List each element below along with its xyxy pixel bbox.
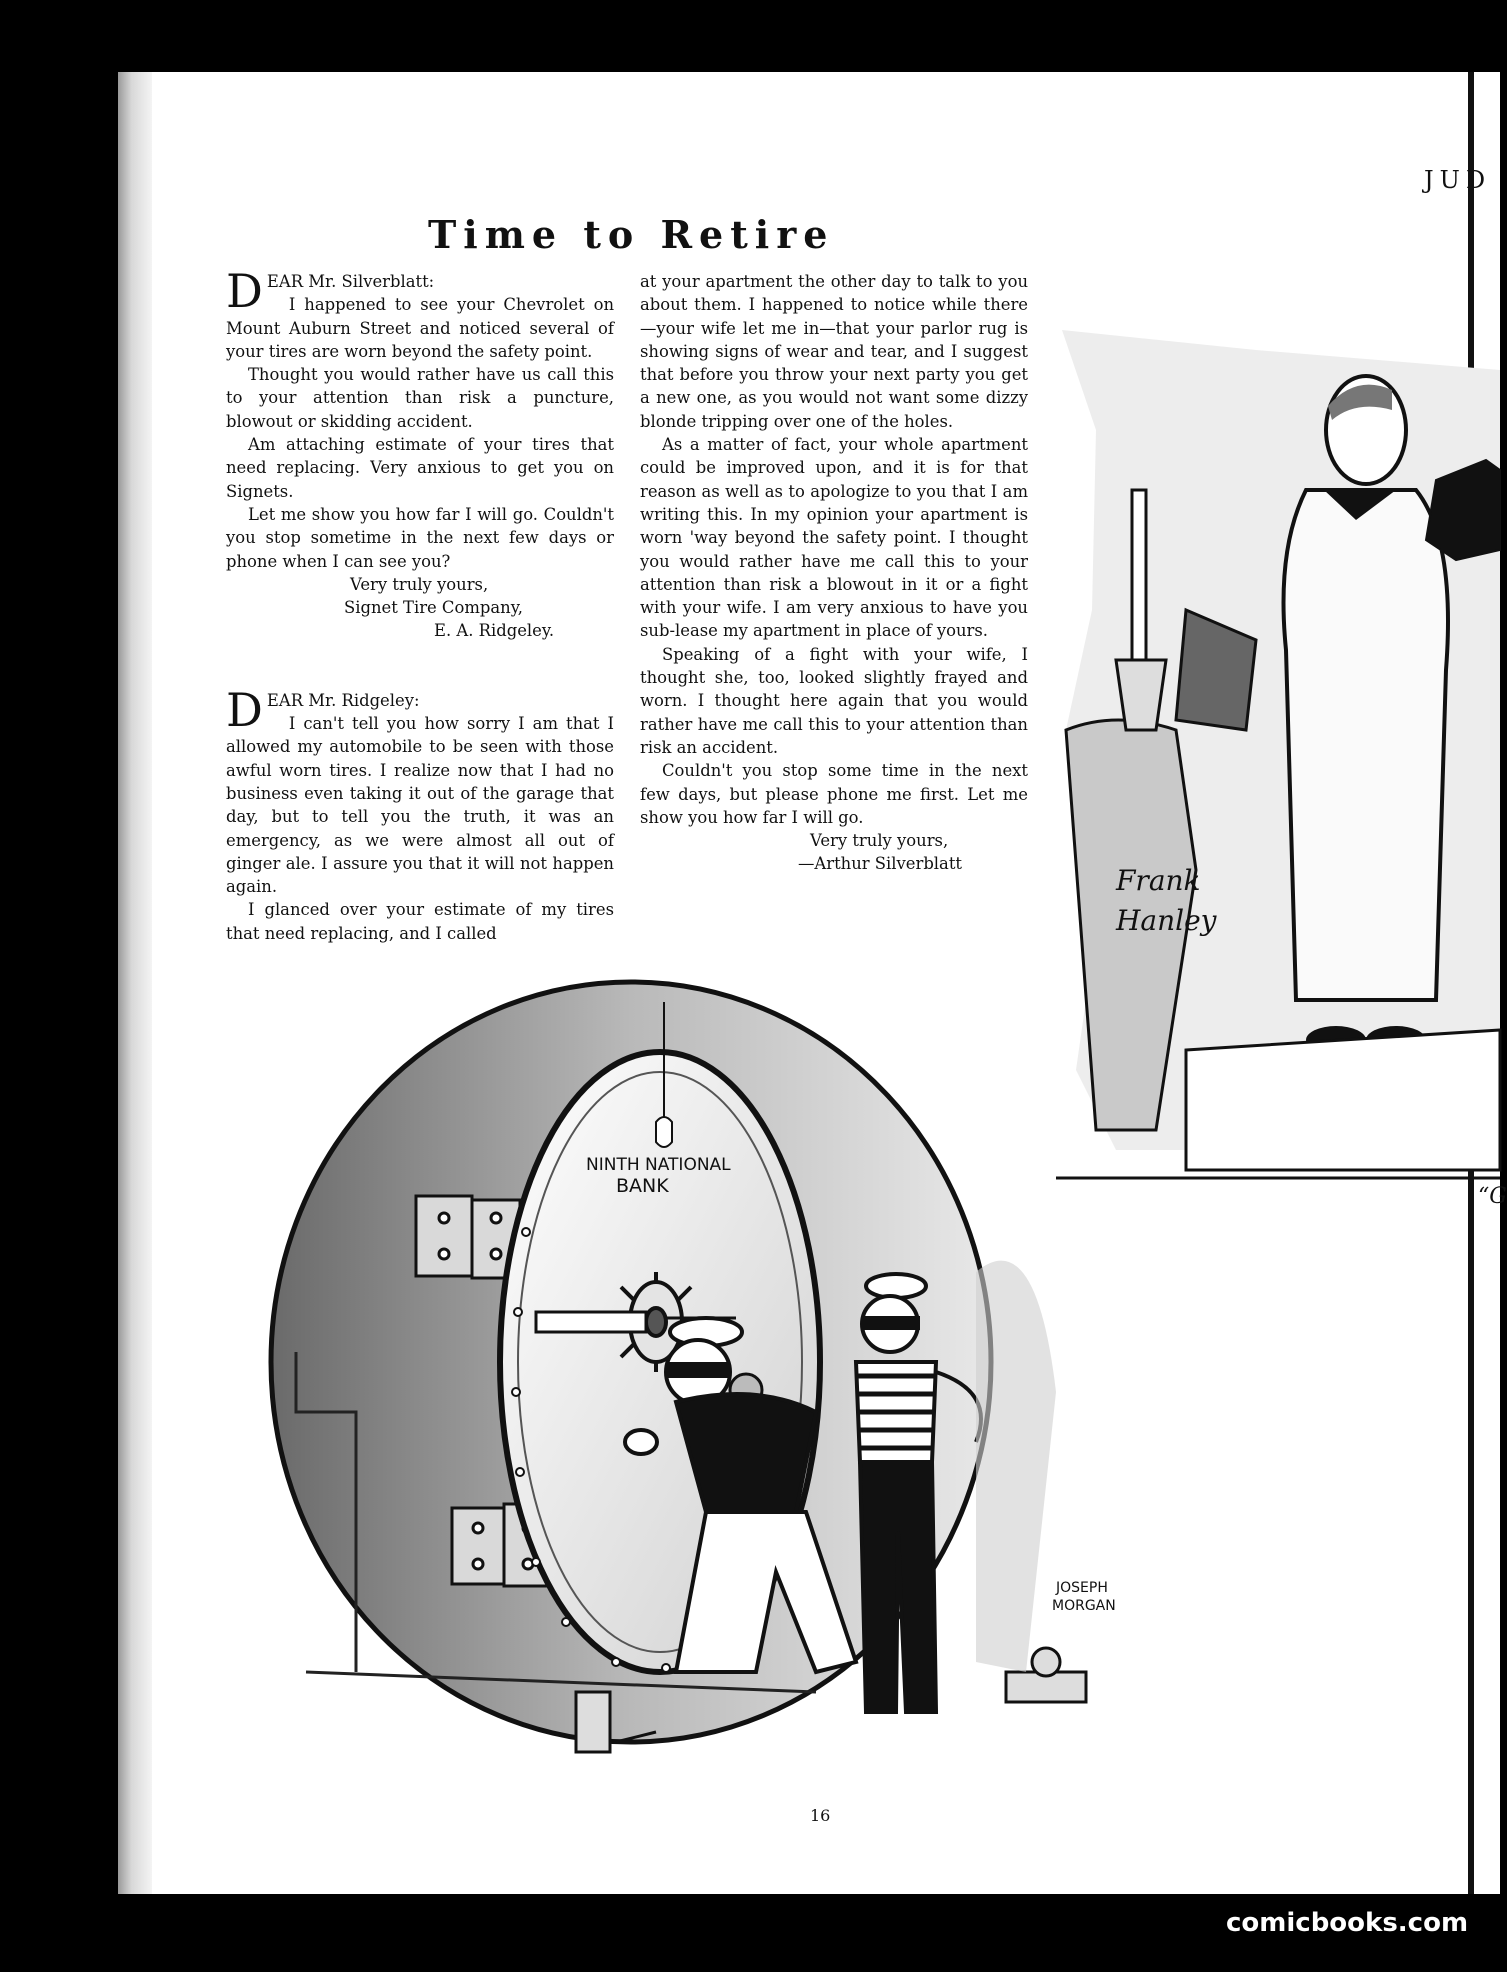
- priest-cartoon: [1056, 310, 1500, 1190]
- artist-signature: JOSEPH: [1056, 1580, 1108, 1596]
- page-edge: [118, 72, 152, 1894]
- text-column-1: [226, 264, 614, 945]
- paragraph: Thought you would rather have us call this to your attention than risk a puncture, blowout or skidding accident.: [226, 365, 614, 431]
- drop-cap: D: [226, 264, 263, 318]
- hinge-upper: [416, 1196, 520, 1278]
- candle: [1132, 490, 1146, 660]
- vault-door-lettering: BANK: [616, 1175, 669, 1197]
- paragraph-continued: at your apartment the other day to talk to you about them. I happened to notice while there—your wife let me in—that your parlor rug is showing signs of wear and tear, and I suggest that before you throw your next party you get a new one, as you would not want some dizzy blonde tripping over one of the holes.: [640, 272, 1028, 431]
- letter2-salutation: DEAR Mr. Ridgeley:: [226, 682, 420, 737]
- paragraph: Couldn't you stop some time in the next few days, but please phone me first. Let me show you how far I will go.: [640, 761, 1028, 827]
- light-bulb-icon: [656, 1117, 672, 1147]
- artist-signature: Frank: [1116, 864, 1201, 897]
- letter1-closing: Very truly yours,: [350, 574, 489, 594]
- running-head: JUD: [1424, 166, 1492, 194]
- letter1-company: Signet Tire Company,: [344, 598, 523, 618]
- paragraph: I can't tell you how sorry I am that I allowed my automobile to be seen with those awful worn tires. I realize now that I had no business even taking it out of the garage that day, but to tell you the truth, it was an emergency, as we were almost all out of ginger ale. I assure you that it will not happen again.: [226, 714, 614, 897]
- letter1-salutation: DEAR Mr. Silverblatt:: [226, 264, 435, 318]
- letter1-signature: E. A. Ridgeley.: [434, 621, 555, 641]
- paragraph: Let me show you how far I will go. Couldn't you stop sometime in the next few days or phone when I can see you?: [226, 504, 614, 571]
- caption-fragment: “G: [1478, 1184, 1507, 1209]
- text-column-2: [640, 270, 1028, 876]
- artist-signature: Hanley: [1116, 904, 1217, 937]
- article-title: Time to Retire: [428, 212, 835, 257]
- watermark: comicbooks.com: [1226, 1908, 1469, 1938]
- drop-cap: D: [226, 682, 263, 737]
- paragraph: Am attaching estimate of your tires that need replacing. Very anxious to get you on Signets.: [226, 435, 614, 501]
- artist-signature: MORGAN: [1052, 1598, 1116, 1614]
- letter2-signature: —Arthur Silverblatt: [798, 854, 962, 874]
- paragraph: I glanced over your estimate of my tires that need replacing, and I called: [226, 900, 614, 943]
- page-number: 16: [810, 1806, 831, 1825]
- paragraph: As a matter of fact, your whole apartment could be improved upon, and it is for that reason as well as to apologize to you that I am writing this. In my opinion your apartment is worn 'way beyond the safety point. I thought you would rather have me call this to your attention than risk a blowout in it or a fight with your wife. I am very anxious to have you sub-lease my apartment in place of yours.: [640, 435, 1028, 641]
- paragraph: Speaking of a fight with your wife, I thought she, too, looked slightly frayed and worn. I thought here again that you would rather have me call this to your attention than risk an accident.: [640, 644, 1028, 757]
- priest-robe: [1284, 490, 1449, 1000]
- paragraph: I happened to see your Chevrolet on Mount Auburn Street and noticed several of your tires are worn beyond the safety point.: [226, 295, 614, 361]
- letter2-closing: Very truly yours,: [810, 831, 949, 851]
- vault-door-lettering: NINTH NATIONAL: [586, 1155, 731, 1175]
